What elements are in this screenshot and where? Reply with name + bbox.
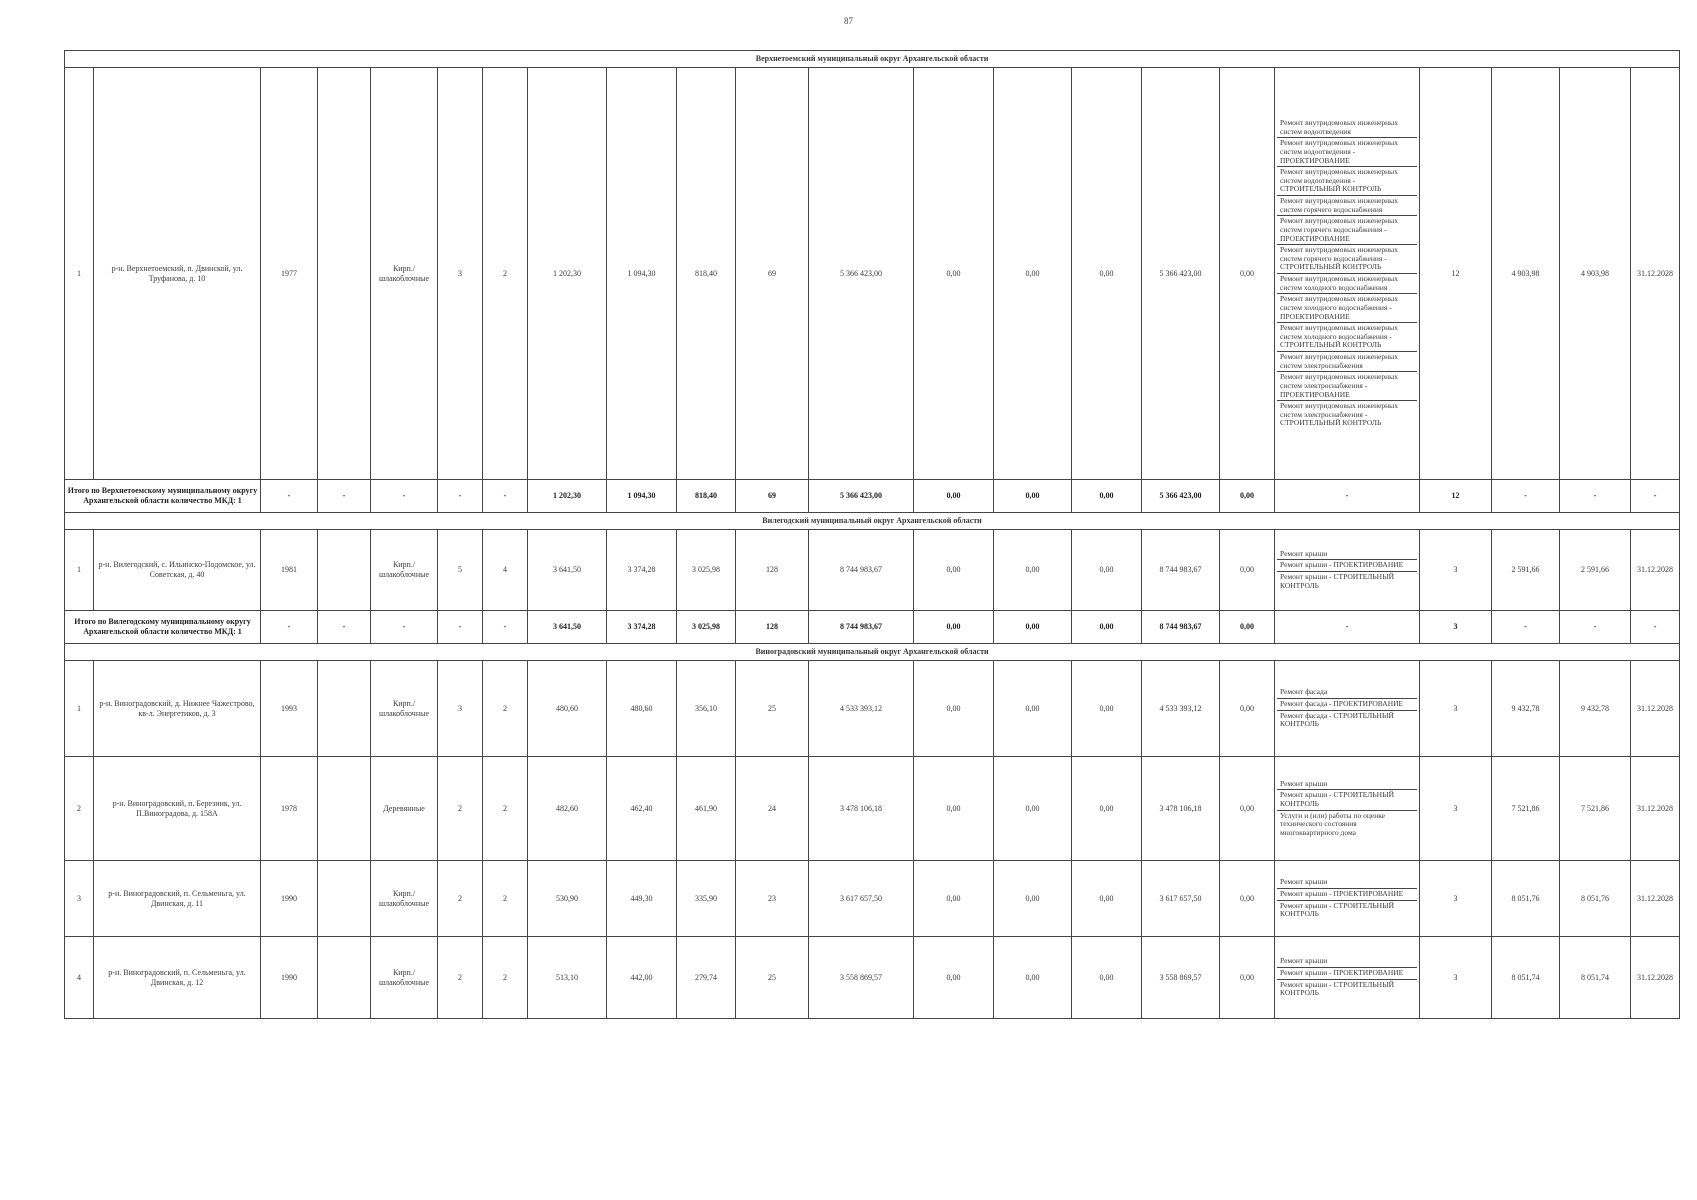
floors-cell: 2	[438, 757, 483, 861]
total-fund-2: 0,00	[994, 480, 1072, 513]
area-total-cell: 1 202,30	[528, 68, 607, 480]
work-item: Ремонт внутридомовых инженерных систем горячего водоснабжения - СТРОИТЕЛЬНЫЙ КОНТРОЛЬ	[1277, 245, 1417, 274]
total-dash: -	[318, 611, 371, 644]
residents-cell: 69	[736, 68, 809, 480]
area-owned-cell: 356,10	[677, 661, 736, 757]
section-header-row	[65, 51, 1680, 68]
area-living-cell: 3 374,28	[607, 530, 677, 611]
count-cell: 3	[1420, 757, 1492, 861]
year-cell: 1978	[261, 757, 318, 861]
fund-other-cell: 0,00	[1220, 757, 1275, 861]
total-dash: -	[438, 480, 483, 513]
total-fund-2: 0,00	[994, 611, 1072, 644]
unit-cost-max-cell: 4 903,98	[1560, 68, 1631, 480]
total-area-living: 1 094,30	[607, 480, 677, 513]
capital-repair-table	[64, 50, 1680, 1019]
total-cost-total: 8 744 983,67	[809, 611, 914, 644]
unit-cost-cell: 2 591,66	[1492, 530, 1560, 611]
cost-total-cell: 8 744 983,67	[809, 530, 914, 611]
year-cell: 1977	[261, 68, 318, 480]
unit-cost-max-cell: 8 051,74	[1560, 937, 1631, 1019]
residents-cell: 25	[736, 937, 809, 1019]
cost-total-cell: 3 478 106,18	[809, 757, 914, 861]
residents-cell: 23	[736, 861, 809, 937]
works-list	[1277, 118, 1417, 429]
count-cell: 3	[1420, 661, 1492, 757]
walls-cell: Кирп./ шлакоблочные	[371, 937, 438, 1019]
total-dash: -	[1560, 480, 1631, 513]
walls-cell: Кирп./ шлакоблочные	[371, 661, 438, 757]
count-cell: 3	[1420, 530, 1492, 611]
total-area-total: 3 641,50	[528, 611, 607, 644]
fund-2-cell: 0,00	[994, 68, 1072, 480]
residents-cell: 24	[736, 757, 809, 861]
cost-total-cell: 3 558 869,57	[809, 937, 914, 1019]
work-item: Ремонт крыши - СТРОИТЕЛЬНЫЙ КОНТРОЛЬ	[1280, 572, 1395, 590]
row-number: 1	[65, 661, 94, 757]
works-cell	[1275, 861, 1420, 937]
works-list	[1277, 956, 1417, 999]
floors-cell: 5	[438, 530, 483, 611]
address-cell: р-н. Виноградовский, д. Нижнее Чажестрово, кв-л. Энергетиков, д. 3	[94, 661, 261, 757]
total-dash: -	[371, 480, 438, 513]
address-cell: р-н. Вилегодский, с. Ильинско-Подомское, ул. Советская, д. 40	[94, 530, 261, 611]
section-header-row	[65, 644, 1680, 661]
total-area-owned: 818,40	[677, 480, 736, 513]
fund-2-cell: 0,00	[994, 530, 1072, 611]
unit-cost-max-cell: 9 432,78	[1560, 661, 1631, 757]
works-cell	[1275, 661, 1420, 757]
address-cell: р-н. Виноградовский, п. Сельменьга, ул. Двинская, д. 11	[94, 861, 261, 937]
total-area-total: 1 202,30	[528, 480, 607, 513]
deadline-cell: 31.12.2028	[1631, 661, 1680, 757]
work-item: Ремонт крыши - ПРОЕКТИРОВАНИЕ	[1277, 968, 1417, 980]
walls-cell: Кирп./ шлакоблочные	[371, 861, 438, 937]
section-header-row	[65, 513, 1680, 530]
section-title: Вилегодский муниципальный округ Архангельской области	[65, 513, 1680, 530]
unit-cost-cell: 4 903,98	[1492, 68, 1560, 480]
floors-cell: 3	[438, 661, 483, 757]
unit-cost-cell: 8 051,76	[1492, 861, 1560, 937]
empty-cell	[318, 68, 371, 480]
walls-cell: Деревянные	[371, 757, 438, 861]
fund-2-cell: 0,00	[994, 757, 1072, 861]
fund-other-cell: 0,00	[1220, 661, 1275, 757]
year-cell: 1990	[261, 861, 318, 937]
walls-cell: Кирп./ шлакоблочные	[371, 530, 438, 611]
work-item: Ремонт фасада	[1277, 687, 1417, 699]
address-cell: р-н. Верхнетоемский, п. Двинской, ул. Труфанова, д. 10	[94, 68, 261, 480]
walls-cell: Кирп./ шлакоблочные	[371, 68, 438, 480]
total-fund-1: 0,00	[914, 611, 994, 644]
fund-1-cell: 0,00	[914, 530, 994, 611]
total-dash: -	[1275, 611, 1420, 644]
fund-1-cell: 0,00	[914, 937, 994, 1019]
cost-total-cell: 5 366 423,00	[809, 68, 914, 480]
deadline-cell: 31.12.2028	[1631, 861, 1680, 937]
total-fund-owners: 8 744 983,67	[1142, 611, 1220, 644]
work-item: Ремонт внутридомовых инженерных систем водоотведения - СТРОИТЕЛЬНЫЙ КОНТРОЛЬ	[1277, 167, 1417, 196]
total-residents: 69	[736, 480, 809, 513]
total-label: Итого по Вилегодскому муниципальному округу Архангельской области количество МКД: 1	[65, 611, 261, 644]
row-number: 1	[65, 68, 94, 480]
empty-cell	[318, 937, 371, 1019]
fund-1-cell: 0,00	[914, 68, 994, 480]
unit-cost-max-cell: 7 521,86	[1560, 757, 1631, 861]
unit-cost-cell: 7 521,86	[1492, 757, 1560, 861]
count-cell: 12	[1420, 68, 1492, 480]
table-row	[65, 757, 1680, 861]
area-total-cell: 482,60	[528, 757, 607, 861]
total-dash: -	[1492, 611, 1560, 644]
cost-total-cell: 4 533 393,12	[809, 661, 914, 757]
year-cell: 1993	[261, 661, 318, 757]
table-row	[65, 661, 1680, 757]
fund-3-cell: 0,00	[1072, 530, 1142, 611]
total-count: 3	[1420, 611, 1492, 644]
deadline-cell: 31.12.2028	[1631, 937, 1680, 1019]
count-cell: 3	[1420, 861, 1492, 937]
total-row	[65, 480, 1680, 513]
total-fund-owners: 5 366 423,00	[1142, 480, 1220, 513]
address-cell: р-н. Виноградовский, п. Березник, ул. П.Виноградова, д. 158А	[94, 757, 261, 861]
total-area-living: 3 374,28	[607, 611, 677, 644]
year-cell: 1981	[261, 530, 318, 611]
unit-cost-max-cell: 2 591,66	[1560, 530, 1631, 611]
work-item: Ремонт крыши - ПРОЕКТИРОВАНИЕ	[1277, 560, 1417, 572]
entrances-cell: 2	[483, 937, 528, 1019]
fund-3-cell: 0,00	[1072, 757, 1142, 861]
table-row	[65, 68, 1680, 480]
work-item: Ремонт внутридомовых инженерных систем горячего водоснабжения	[1277, 196, 1417, 216]
area-owned-cell: 3 025,98	[677, 530, 736, 611]
fund-2-cell: 0,00	[994, 861, 1072, 937]
work-item: Ремонт внутридомовых инженерных систем горячего водоснабжения - ПРОЕКТИРОВАНИЕ	[1277, 216, 1417, 245]
row-number: 3	[65, 861, 94, 937]
work-item: Ремонт внутридомовых инженерных систем водоотведения	[1277, 118, 1417, 138]
works-cell	[1275, 68, 1420, 480]
area-total-cell: 530,90	[528, 861, 607, 937]
total-fund-other: 0,00	[1220, 611, 1275, 644]
residents-cell: 25	[736, 661, 809, 757]
fund-owners-cell: 3 478 106,18	[1142, 757, 1220, 861]
work-item: Ремонт крыши - ПРОЕКТИРОВАНИЕ	[1277, 889, 1417, 901]
work-item: Ремонт внутридомовых инженерных систем электроснабжения - СТРОИТЕЛЬНЫЙ КОНТРОЛЬ	[1280, 401, 1398, 428]
total-dash: -	[438, 611, 483, 644]
entrances-cell: 2	[483, 68, 528, 480]
work-item: Ремонт внутридомовых инженерных систем электроснабжения	[1277, 352, 1417, 372]
page-number: 87	[844, 16, 853, 26]
fund-2-cell: 0,00	[994, 937, 1072, 1019]
work-item: Ремонт крыши - СТРОИТЕЛЬНЫЙ КОНТРОЛЬ	[1280, 979, 1395, 998]
fund-owners-cell: 3 617 657,50	[1142, 861, 1220, 937]
entrances-cell: 2	[483, 661, 528, 757]
area-owned-cell: 335,90	[677, 861, 736, 937]
fund-other-cell: 0,00	[1220, 937, 1275, 1019]
total-area-owned: 3 025,98	[677, 611, 736, 644]
table-row	[65, 861, 1680, 937]
total-dash: -	[261, 611, 318, 644]
works-list	[1277, 877, 1417, 920]
work-item: Услуги и (или) работы по оценке технического состояния многоквартирного дома	[1280, 810, 1385, 837]
residents-cell: 128	[736, 530, 809, 611]
total-fund-3: 0,00	[1072, 480, 1142, 513]
fund-1-cell: 0,00	[914, 757, 994, 861]
total-dash: -	[483, 611, 528, 644]
work-item: Ремонт крыши - СТРОИТЕЛЬНЫЙ КОНТРОЛЬ	[1277, 790, 1417, 810]
unit-cost-cell: 9 432,78	[1492, 661, 1560, 757]
total-dash: -	[261, 480, 318, 513]
fund-1-cell: 0,00	[914, 661, 994, 757]
total-fund-other: 0,00	[1220, 480, 1275, 513]
total-dash: -	[483, 480, 528, 513]
empty-cell	[318, 861, 371, 937]
area-living-cell: 442,00	[607, 937, 677, 1019]
fund-other-cell: 0,00	[1220, 861, 1275, 937]
area-owned-cell: 279,74	[677, 937, 736, 1019]
empty-cell	[318, 661, 371, 757]
works-list	[1277, 549, 1417, 592]
table-row	[65, 937, 1680, 1019]
cost-total-cell: 3 617 657,50	[809, 861, 914, 937]
works-cell	[1275, 530, 1420, 611]
work-item: Ремонт внутридомовых инженерных систем холодного водоснабжения - ПРОЕКТИРОВАНИЕ	[1277, 294, 1417, 323]
floors-cell: 2	[438, 937, 483, 1019]
entrances-cell: 2	[483, 861, 528, 937]
table-row	[65, 530, 1680, 611]
total-dash: -	[1631, 480, 1680, 513]
section-title: Виноградовский муниципальный округ Архангельской области	[65, 644, 1680, 661]
area-owned-cell: 461,90	[677, 757, 736, 861]
work-item: Ремонт крыши	[1277, 779, 1417, 791]
area-owned-cell: 818,40	[677, 68, 736, 480]
area-total-cell: 480,60	[528, 661, 607, 757]
section-title: Верхнетоемский муниципальный округ Архангельской области	[65, 51, 1680, 68]
area-total-cell: 513,10	[528, 937, 607, 1019]
total-fund-1: 0,00	[914, 480, 994, 513]
total-dash: -	[1560, 611, 1631, 644]
works-list	[1277, 687, 1417, 730]
address-cell: р-н. Виноградовский, п. Сельменьга, ул. Двинская, д. 12	[94, 937, 261, 1019]
entrances-cell: 4	[483, 530, 528, 611]
work-item: Ремонт крыши	[1277, 956, 1417, 968]
area-living-cell: 449,30	[607, 861, 677, 937]
fund-3-cell: 0,00	[1072, 68, 1142, 480]
total-count: 12	[1420, 480, 1492, 513]
total-dash: -	[318, 480, 371, 513]
area-living-cell: 462,40	[607, 757, 677, 861]
total-label: Итого по Верхнетоемскому муниципальному округу Архангельской области количество МКД: 1	[65, 480, 261, 513]
work-item: Ремонт внутридомовых инженерных систем водоотведения - ПРОЕКТИРОВАНИЕ	[1277, 138, 1417, 167]
unit-cost-max-cell: 8 051,76	[1560, 861, 1631, 937]
work-item: Ремонт внутридомовых инженерных систем холодного водоснабжения - СТРОИТЕЛЬНЫЙ КОНТРОЛЬ	[1277, 323, 1417, 352]
row-number: 4	[65, 937, 94, 1019]
work-item: Ремонт фасада - ПРОЕКТИРОВАНИЕ	[1277, 699, 1417, 711]
fund-owners-cell: 5 366 423,00	[1142, 68, 1220, 480]
deadline-cell: 31.12.2028	[1631, 68, 1680, 480]
area-living-cell: 1 094,30	[607, 68, 677, 480]
total-dash: -	[1275, 480, 1420, 513]
year-cell: 1990	[261, 937, 318, 1019]
deadline-cell: 31.12.2028	[1631, 530, 1680, 611]
floors-cell: 2	[438, 861, 483, 937]
work-item: Ремонт внутридомовых инженерных систем холодного водоснабжения	[1277, 274, 1417, 294]
unit-cost-cell: 8 051,74	[1492, 937, 1560, 1019]
fund-3-cell: 0,00	[1072, 661, 1142, 757]
empty-cell	[318, 757, 371, 861]
total-dash: -	[1631, 611, 1680, 644]
fund-owners-cell: 4 533 393,12	[1142, 661, 1220, 757]
total-cost-total: 5 366 423,00	[809, 480, 914, 513]
empty-cell	[318, 530, 371, 611]
works-list	[1277, 779, 1417, 839]
total-row	[65, 611, 1680, 644]
work-item: Ремонт внутридомовых инженерных систем электроснабжения - ПРОЕКТИРОВАНИЕ	[1277, 372, 1417, 401]
entrances-cell: 2	[483, 757, 528, 861]
fund-3-cell: 0,00	[1072, 861, 1142, 937]
fund-1-cell: 0,00	[914, 861, 994, 937]
fund-owners-cell: 8 744 983,67	[1142, 530, 1220, 611]
row-number: 2	[65, 757, 94, 861]
row-number: 1	[65, 530, 94, 611]
floors-cell: 3	[438, 68, 483, 480]
work-item: Ремонт крыши	[1277, 877, 1417, 889]
total-dash: -	[371, 611, 438, 644]
fund-other-cell: 0,00	[1220, 530, 1275, 611]
area-living-cell: 480,60	[607, 661, 677, 757]
total-dash: -	[1492, 480, 1560, 513]
fund-owners-cell: 3 558 869,57	[1142, 937, 1220, 1019]
work-item: Ремонт крыши - СТРОИТЕЛЬНЫЙ КОНТРОЛЬ	[1280, 900, 1395, 919]
works-cell	[1275, 937, 1420, 1019]
count-cell: 3	[1420, 937, 1492, 1019]
total-fund-3: 0,00	[1072, 611, 1142, 644]
total-residents: 128	[736, 611, 809, 644]
work-item: Ремонт фасада - СТРОИТЕЛЬНЫЙ КОНТРОЛЬ	[1280, 710, 1394, 729]
works-cell	[1275, 757, 1420, 861]
fund-3-cell: 0,00	[1072, 937, 1142, 1019]
fund-2-cell: 0,00	[994, 661, 1072, 757]
area-total-cell: 3 641,50	[528, 530, 607, 611]
work-item: Ремонт крыши	[1277, 549, 1417, 561]
fund-other-cell: 0,00	[1220, 68, 1275, 480]
deadline-cell: 31.12.2028	[1631, 757, 1680, 861]
